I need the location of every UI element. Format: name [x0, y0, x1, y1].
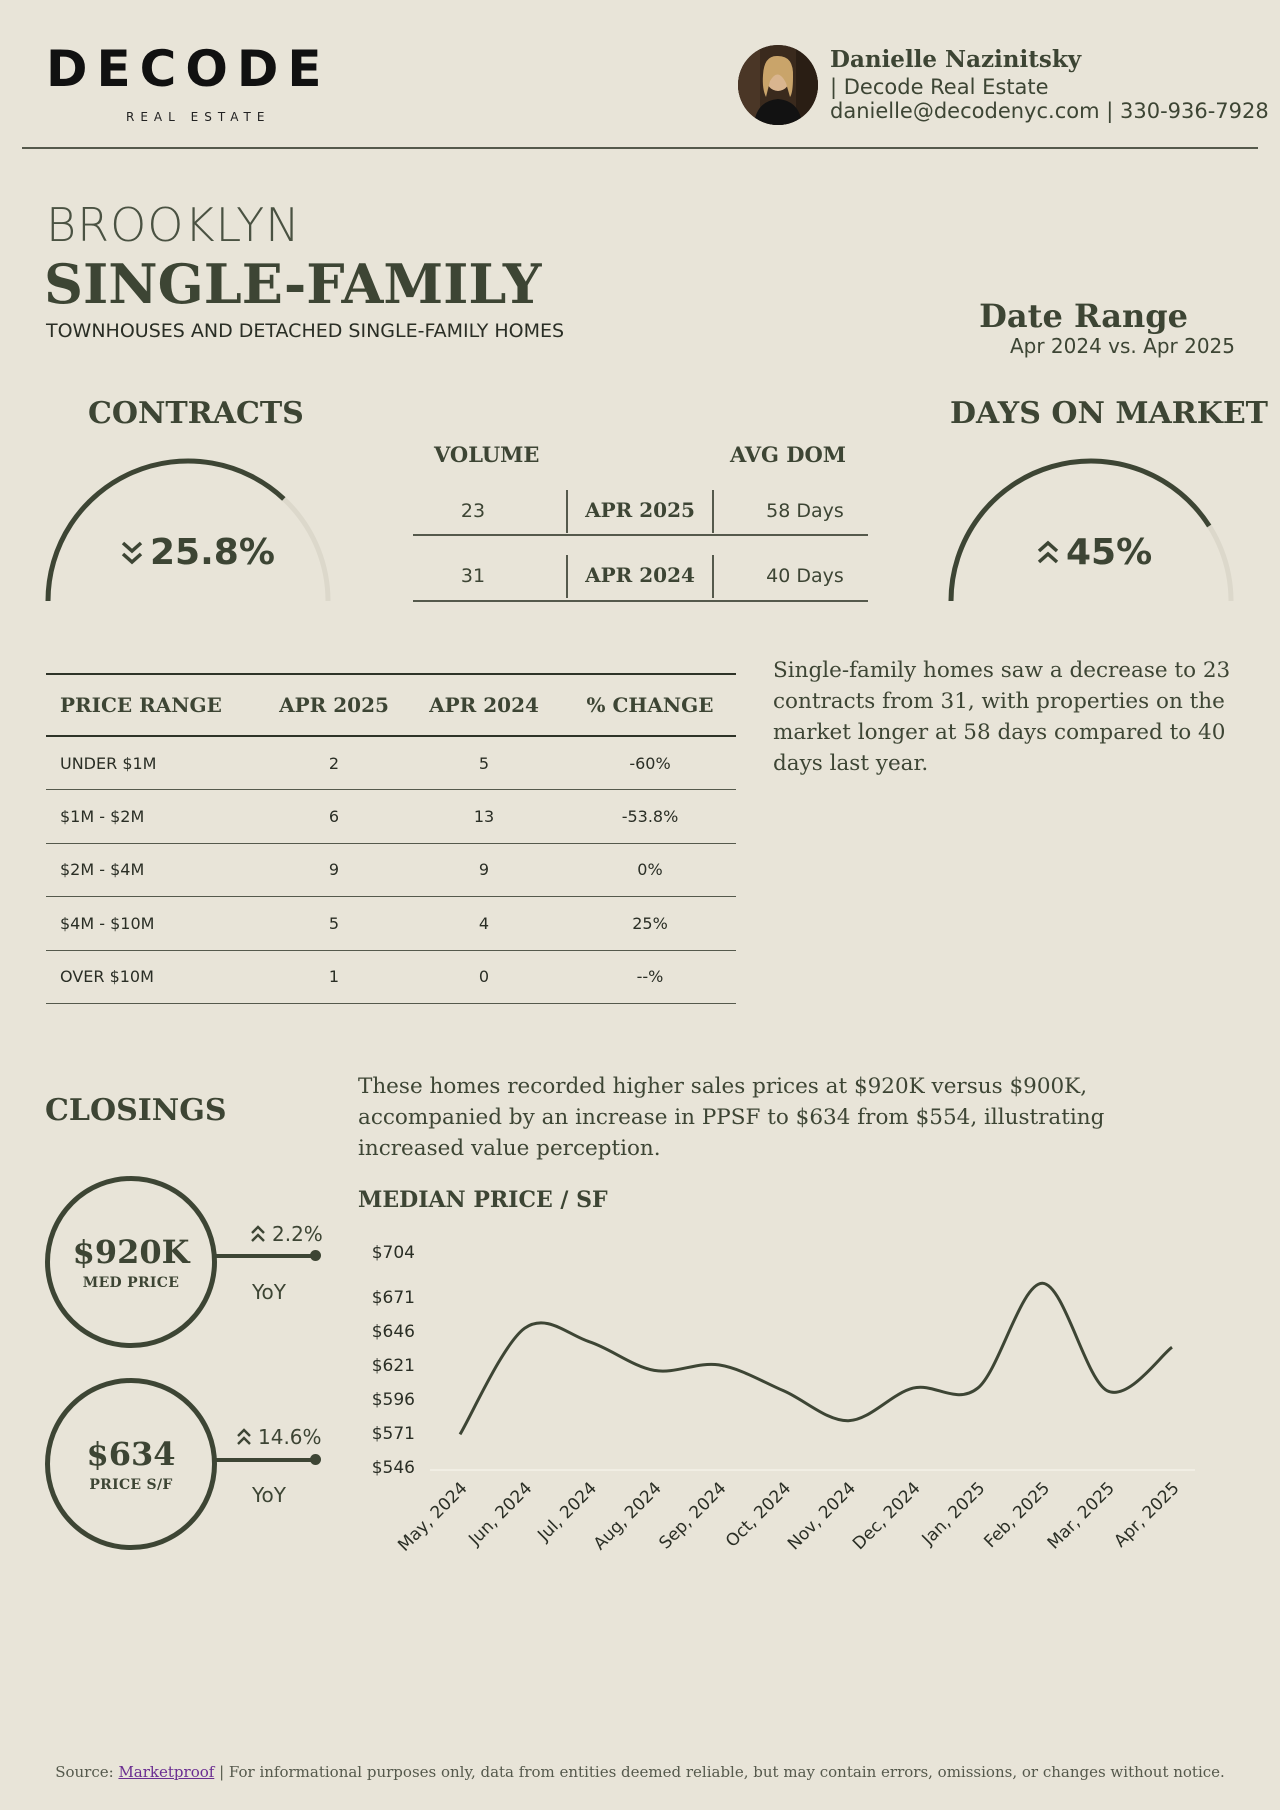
table-cell: OVER $10M	[60, 967, 154, 987]
median-price-sf-chart	[360, 1230, 1210, 1580]
volume-cell: 31	[460, 565, 486, 587]
volume-row-divider	[413, 534, 868, 536]
median-price-sf-line	[460, 1283, 1172, 1434]
double-chevron-up-icon	[236, 1426, 252, 1448]
logo-wordmark: DECODE	[46, 40, 331, 98]
table-cell: -53.8%	[621, 807, 679, 827]
contracts-change	[120, 532, 275, 573]
table-cell: 13	[473, 807, 495, 827]
table-row	[46, 844, 736, 897]
table-cell: UNDER $1M	[60, 753, 157, 773]
x-tick-label: Apr, 2025	[1110, 1478, 1184, 1552]
med-price-value: $920K	[72, 1233, 190, 1271]
closings-summary: These homes recorded higher sales prices at $920K versus $900K, accompanied by an increase in PPSF to $634 from $554, illustrating increased value perception.	[358, 1074, 1105, 1161]
x-tick-label: Dec, 2024	[848, 1478, 925, 1555]
price-sf-label: PRICE S/F	[89, 1477, 173, 1493]
y-tick-label: $571	[371, 1423, 415, 1444]
table-cell: 25%	[632, 913, 668, 933]
x-tick-label: Sep, 2024	[655, 1478, 731, 1554]
x-tick-label: May, 2024	[394, 1478, 472, 1556]
contracts-change-value: 25.8%	[150, 532, 275, 573]
price-sf-connector	[215, 1458, 315, 1462]
price-sf-change-value: 14.6%	[258, 1425, 322, 1449]
price-sf-circle	[45, 1378, 217, 1550]
date-range-label: Date Range	[979, 297, 1188, 335]
volume-cell: 23	[460, 500, 486, 522]
table-cell: 5	[328, 913, 340, 933]
footer	[0, 1763, 1280, 1781]
table-cell: 9	[478, 860, 490, 880]
segment-title: SINGLE-FAMILY	[44, 252, 542, 316]
table-cell: -60%	[629, 753, 671, 773]
table-cell: 9	[328, 860, 340, 880]
agent-photo	[738, 45, 818, 125]
med-price-label: MED PRICE	[82, 1275, 180, 1291]
x-tick-label: Oct, 2024	[722, 1478, 796, 1552]
logo-subtext: REAL ESTATE	[126, 110, 271, 124]
segment-subtitle: TOWNHOUSES AND DETACHED SINGLE-FAMILY HOMES	[46, 320, 565, 342]
table-row	[46, 897, 736, 950]
price-sf-value: $634	[86, 1435, 176, 1473]
contracts-gauge	[40, 455, 340, 605]
med-price-connector	[215, 1254, 315, 1258]
volume-col-divider	[566, 490, 568, 533]
city-title: BROOKLYN	[46, 198, 301, 252]
month-cell: APR 2024	[585, 563, 695, 587]
x-tick-label: Aug, 2024	[589, 1478, 666, 1555]
med-price-change	[250, 1222, 323, 1246]
month-cell: APR 2025	[585, 498, 695, 522]
dom-cell: 58 Days	[766, 500, 844, 522]
volume-col-divider	[566, 555, 568, 598]
dom-cell: 40 Days	[766, 565, 844, 587]
agent-contact[interactable]: danielle@decodenyc.com | 330-936-7928	[830, 99, 1269, 123]
dom-change-value: 45%	[1066, 532, 1153, 573]
table-cell: 4	[478, 913, 490, 933]
table-cell: $1M - $2M	[60, 807, 145, 827]
x-tick-label: Feb, 2025	[980, 1478, 1055, 1553]
table-cell: 0%	[637, 860, 663, 880]
med-price-change-value: 2.2%	[272, 1222, 323, 1246]
x-tick-label: Nov, 2024	[784, 1478, 860, 1555]
closings-heading: CLOSINGS	[45, 1093, 227, 1128]
price-range-table	[46, 673, 736, 1004]
date-range-value: Apr 2024 vs. Apr 2025	[1009, 334, 1235, 358]
agent-name: Danielle Nazinitsky	[830, 46, 1082, 73]
x-tick-label: Jul, 2024	[534, 1478, 601, 1546]
dom-change	[1036, 532, 1152, 573]
x-tick-label: Jan, 2025	[918, 1478, 990, 1550]
table-header: PRICE RANGE	[60, 693, 222, 717]
x-tick-label: Mar, 2025	[1043, 1478, 1119, 1554]
source-link[interactable]: Marketproof	[118, 1763, 215, 1781]
dom-heading: DAYS ON MARKET	[950, 396, 1269, 431]
double-chevron-up-icon	[1036, 537, 1060, 569]
dom-gauge-track	[951, 461, 1231, 601]
double-chevron-down-icon	[120, 537, 144, 569]
avg-dom-header: AVG DOM	[730, 442, 847, 467]
volume-row-divider	[413, 600, 868, 602]
table-header: APR 2025	[279, 693, 389, 717]
y-tick-label: $671	[371, 1287, 415, 1308]
y-tick-label: $546	[371, 1458, 415, 1478]
table-cell: 2	[328, 753, 340, 773]
footer-disclaimer: | For informational purposes only, data from entities deemed reliable, but may contain errors, omissions, or changes without notice.	[219, 1763, 1225, 1781]
x-tick-label: Jun, 2024	[465, 1478, 537, 1550]
med-price-circle	[45, 1176, 217, 1348]
agent-avatar	[738, 45, 818, 125]
table-cell: --%	[636, 967, 664, 987]
double-chevron-up-icon	[250, 1223, 266, 1245]
table-cell: $2M - $4M	[60, 860, 145, 880]
dom-gauge	[943, 455, 1243, 605]
price-sf-connector-dot	[310, 1454, 321, 1465]
y-tick-label: $704	[371, 1243, 415, 1263]
contracts-summary: Single-family homes saw a decrease to 23 contracts from 31, with properties on the market longer at 58 days compared to 40 days last year.	[773, 658, 1231, 776]
contracts-gauge-fill	[48, 461, 284, 601]
agent-company: | Decode Real Estate	[830, 75, 1049, 99]
y-tick-label: $621	[371, 1355, 415, 1376]
table-header-row	[46, 673, 736, 737]
footer-source-label: Source:	[55, 1763, 114, 1781]
price-sf-change	[236, 1425, 322, 1449]
volume-col-divider	[712, 490, 714, 533]
volume-header: VOLUME	[434, 442, 540, 467]
table-cell: 1	[328, 967, 340, 987]
table-header: APR 2024	[429, 693, 539, 717]
volume-col-divider	[712, 555, 714, 598]
y-tick-label: $596	[371, 1389, 415, 1410]
table-row	[46, 790, 736, 843]
chart-title: MEDIAN PRICE / SF	[358, 1187, 608, 1213]
table-header: % CHANGE	[586, 693, 714, 717]
y-tick-label: $646	[371, 1321, 415, 1342]
contracts-heading: CONTRACTS	[88, 396, 304, 431]
table-row	[46, 951, 736, 1004]
price-sf-period: YoY	[252, 1483, 287, 1507]
table-cell: $4M - $10M	[60, 913, 155, 933]
dom-gauge-fill	[951, 461, 1209, 601]
med-price-connector-dot	[310, 1250, 321, 1261]
contracts-gauge-track	[48, 461, 328, 601]
header-divider	[22, 147, 1258, 149]
table-cell: 5	[478, 753, 490, 773]
table-cell: 0	[478, 967, 490, 987]
med-price-period: YoY	[252, 1280, 287, 1304]
table-cell: 6	[328, 807, 340, 827]
table-row	[46, 737, 736, 790]
